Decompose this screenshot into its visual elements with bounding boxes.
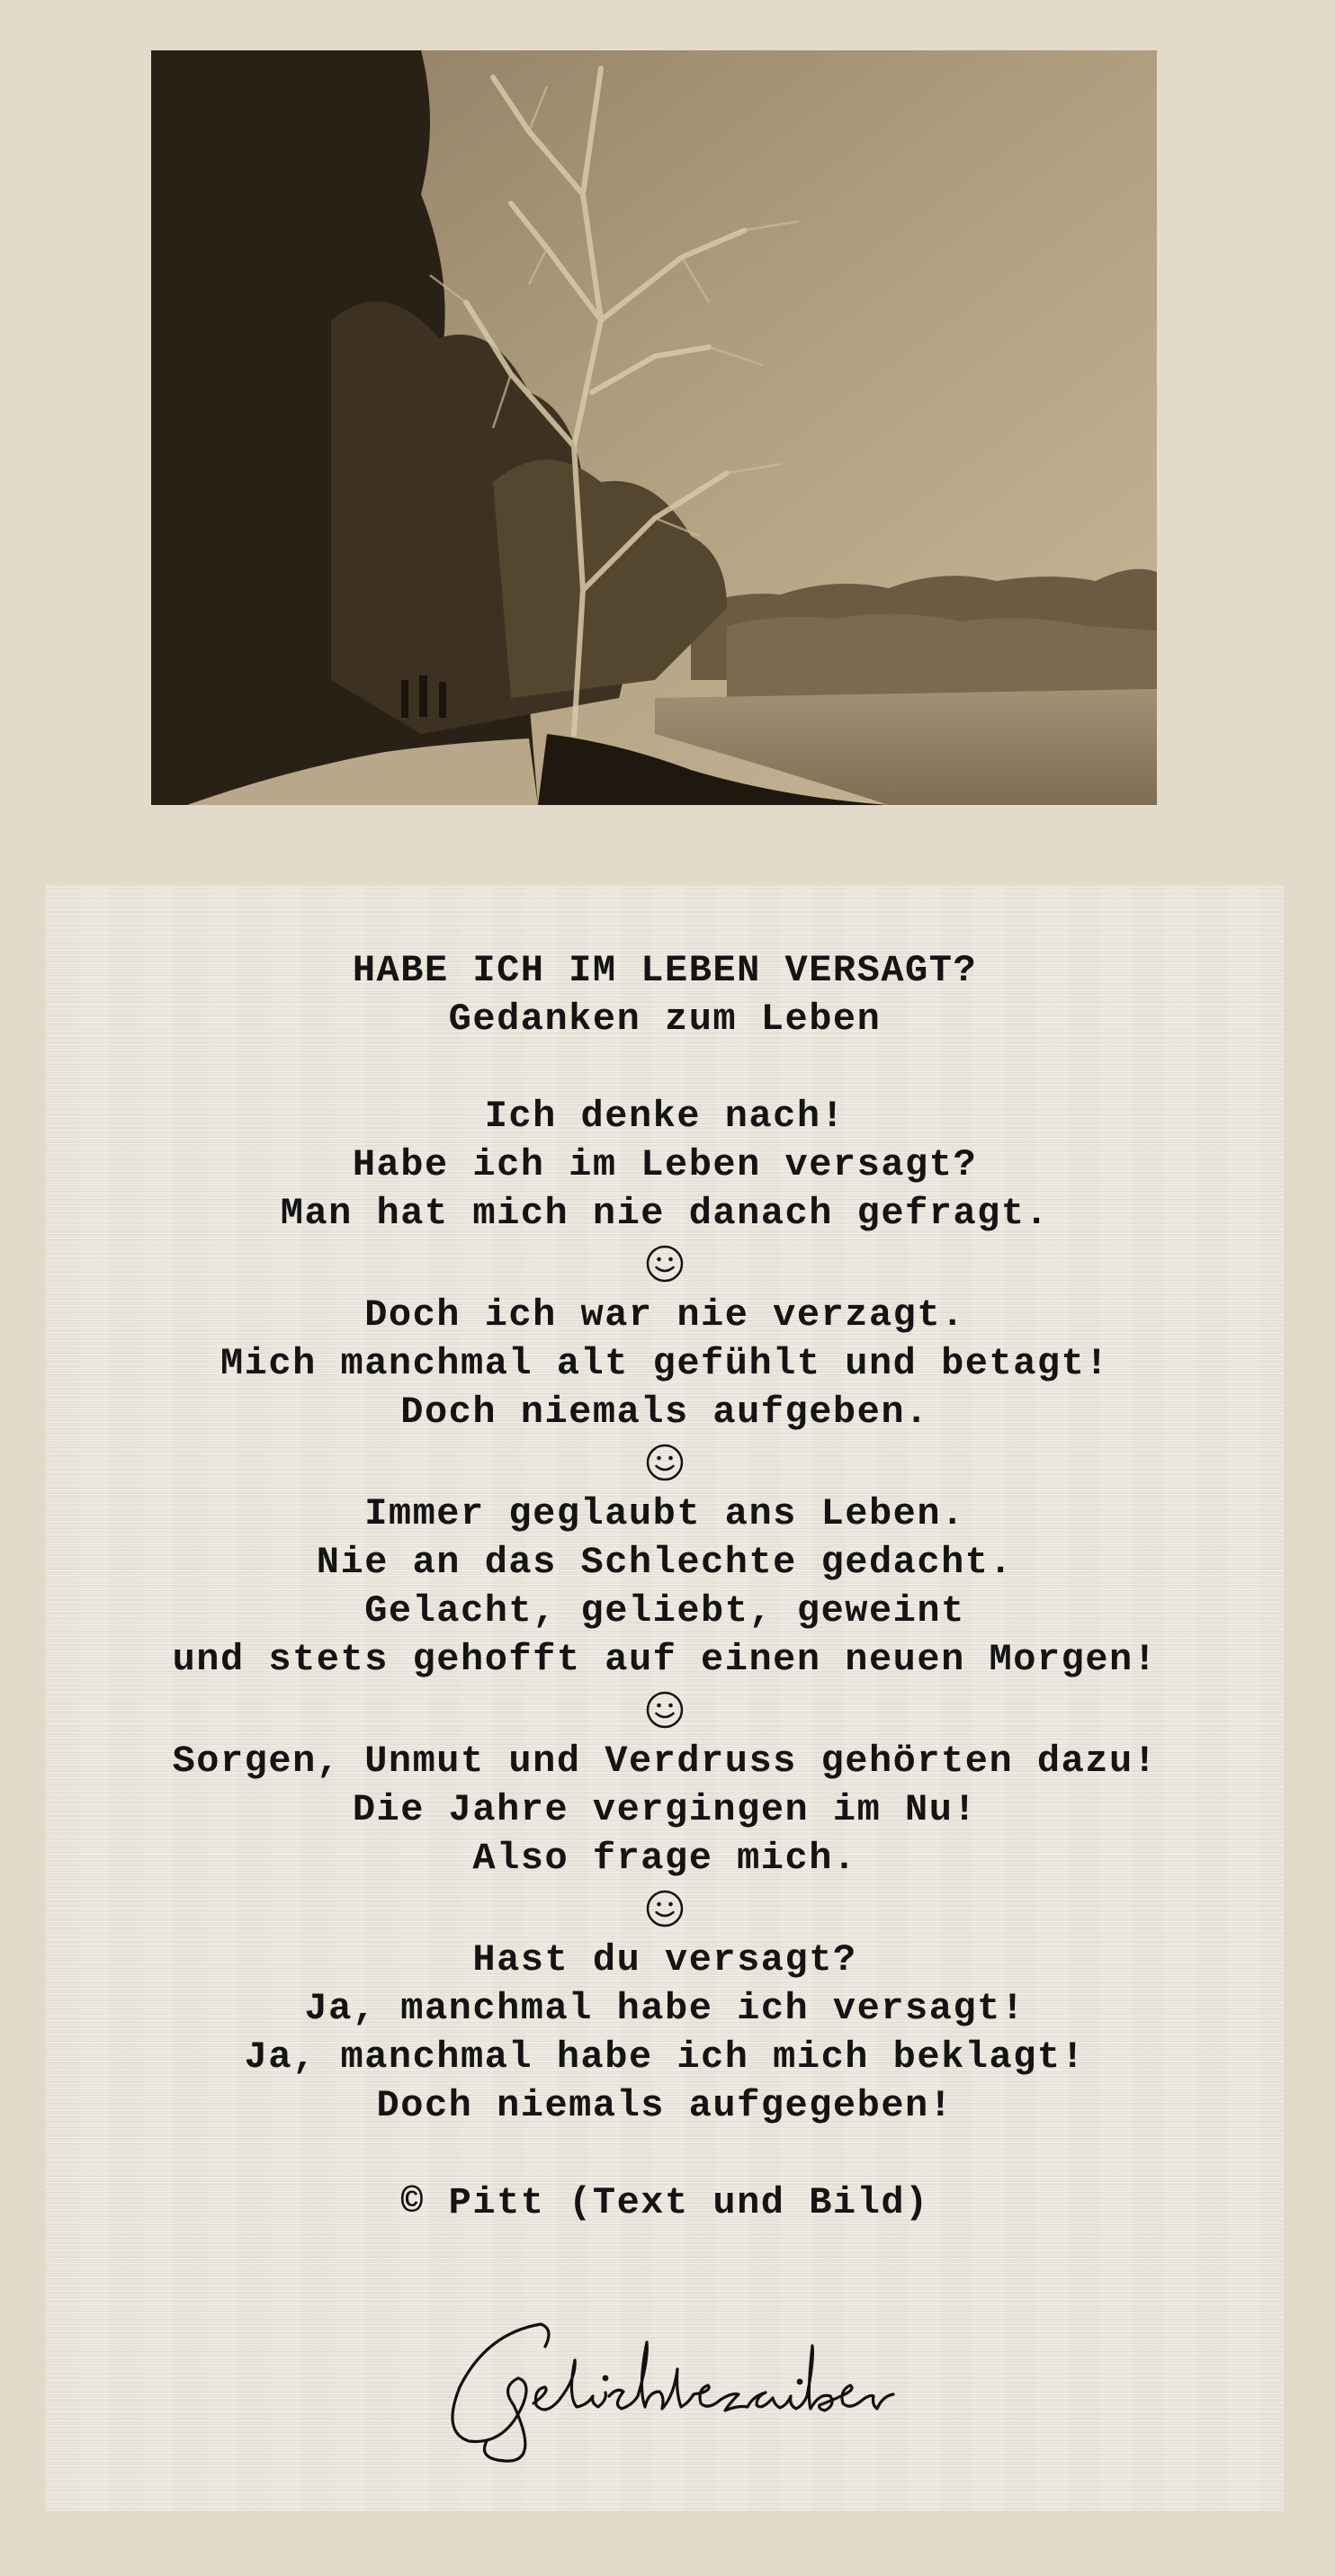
poem-line: Also frage mich. [472,1837,857,1880]
poem-line: Doch niemals aufgegeben! [376,2084,954,2127]
poem-title: HABE ICH IM LEBEN VERSAGT? [352,949,978,992]
spacer [46,2130,1284,2178]
smiley-icon [46,1684,1284,1737]
poem-line: Mich manchmal alt gefühlt und betagt! [220,1342,1110,1385]
smiley-icon [46,1436,1284,1489]
sepia-landscape-photo [151,50,1157,805]
lake-path-trees-image [151,50,1157,805]
gedichtezauber-signature [433,2306,936,2468]
poem-line: und stets gehofft auf einen neuen Morgen! [172,1638,1158,1681]
poem-panel [46,885,1284,2511]
spacer [46,1043,1284,1092]
poem-line: Ich denke nach! [484,1095,846,1138]
poem-line: Doch niemals aufgeben. [400,1391,929,1434]
poem-line: Ja, manchmal habe ich versagt! [304,1987,1026,2030]
handwritten-signature-graphic [433,2306,936,2468]
poem-line: Man hat mich nie danach gefragt. [280,1192,1050,1235]
poem-line: Die Jahre vergingen im Nu! [352,1788,978,1831]
poem-line: Immer geglaubt ans Leben. [364,1492,965,1535]
poem-line: Habe ich im Leben versagt? [352,1143,978,1186]
smiley-icon [46,1883,1284,1936]
poem-line: Nie an das Schlechte gedacht. [316,1541,1014,1584]
poem-line: Ja, manchmal habe ich mich beklagt! [244,2035,1086,2079]
smiley-icon [46,1238,1284,1291]
poem-line: Hast du versagt? [472,1938,857,1981]
poem-line: Doch ich war nie verzagt. [364,1293,965,1337]
poem-line: Sorgen, Unmut und Verdruss gehörten dazu! [172,1740,1158,1783]
poem-text [46,946,1284,2227]
poem-subtitle: Gedanken zum Leben [448,997,882,1041]
poem-line: Gelacht, geliebt, geweint [364,1589,965,1632]
copyright-line: © Pitt (Text und Bild) [400,2181,929,2224]
